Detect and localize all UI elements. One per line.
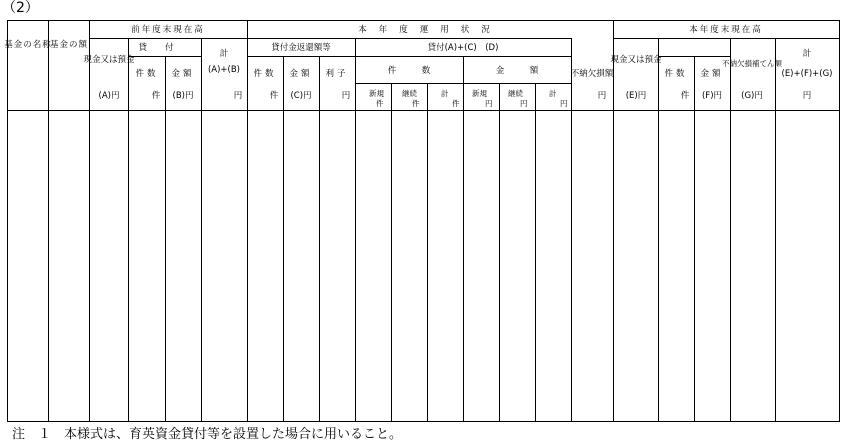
uncollected-deficit-header: 不納欠損額 bbox=[570, 69, 614, 79]
prev-loans-header: 貸付 bbox=[138, 43, 192, 53]
prev-count-header: 件数 bbox=[135, 69, 159, 79]
prev-count-unit: 件 bbox=[151, 91, 161, 101]
continued-count-unit: 件 bbox=[412, 99, 420, 108]
interest-unit: 円 bbox=[341, 91, 351, 101]
end-total-unit: 円 bbox=[802, 91, 812, 101]
new-count-header: 新規 bbox=[369, 89, 384, 98]
end-cash-deposit-header: 現金又は預金 bbox=[610, 55, 662, 65]
footnote: 注 １ 本様式は、育英資金貸付等を設置した場合に用いること。 bbox=[12, 427, 403, 442]
fund-amount-header: 基金の額 bbox=[49, 40, 89, 50]
new-amount-header: 新規 bbox=[472, 89, 487, 98]
interest-header: 利子 bbox=[325, 69, 349, 79]
repay-count-unit: 件 bbox=[269, 91, 279, 101]
f-yen-label: (F)円 bbox=[701, 91, 723, 101]
end-amount-header: 金額 bbox=[700, 69, 724, 79]
amount-total-header: 計 bbox=[549, 89, 557, 98]
continued-amount-header: 継続 bbox=[508, 89, 523, 98]
end-total-header: 計 bbox=[802, 49, 812, 59]
current-year-balance-header: 本年度末現在高 bbox=[689, 25, 763, 35]
prev-total-unit: 円 bbox=[233, 91, 243, 101]
continued-count-header: 継続 bbox=[402, 89, 417, 98]
count-total-header: 計 bbox=[441, 89, 449, 98]
count-total-unit: 件 bbox=[452, 99, 460, 108]
continued-amount-unit: 円 bbox=[520, 99, 528, 108]
c-yen-label: (C)円 bbox=[290, 91, 312, 101]
cash-deposit-header: 現金又は預金 bbox=[83, 55, 135, 65]
e-yen-label: (E)円 bbox=[625, 91, 647, 101]
loan-repayment-header: 貸付金返還額等 bbox=[271, 43, 331, 53]
deficit-compensation-header: 不納欠損補てん額 bbox=[722, 59, 782, 68]
end-count-unit: 件 bbox=[680, 91, 690, 101]
repay-amount-header: 金額 bbox=[289, 69, 313, 79]
fund-name-header: 基金の名称 bbox=[4, 40, 52, 50]
g-yen-label: (G)円 bbox=[741, 91, 763, 101]
new-count-unit: 件 bbox=[376, 99, 384, 108]
current-operation-header: 本年度運用状況 bbox=[358, 25, 502, 35]
prev-total-formula: (A)+(B) bbox=[207, 65, 241, 75]
new-amount-unit: 円 bbox=[485, 99, 493, 108]
section-label: （2） bbox=[2, 0, 39, 16]
repay-count-header: 件数 bbox=[253, 69, 277, 79]
end-count-header: 件数 bbox=[664, 69, 688, 79]
b-yen-label: (B)円 bbox=[172, 91, 194, 101]
prev-total-header: 計 bbox=[219, 49, 229, 59]
prev-amount-header: 金額 bbox=[171, 69, 195, 79]
prev-year-balance-header: 前年度末現在高 bbox=[131, 25, 205, 35]
uncollected-deficit-unit: 円 bbox=[597, 91, 607, 101]
end-total-formula: (E)+(F)+(G) bbox=[781, 69, 833, 79]
loans-d-header: 貸付(A)+(C) (D) bbox=[427, 43, 499, 53]
amount-total-unit: 円 bbox=[560, 99, 568, 108]
loans-amount-heading: 金 額 bbox=[495, 66, 539, 76]
loans-count-heading: 件 数 bbox=[387, 66, 431, 76]
a-yen-label: (A)円 bbox=[98, 91, 120, 101]
